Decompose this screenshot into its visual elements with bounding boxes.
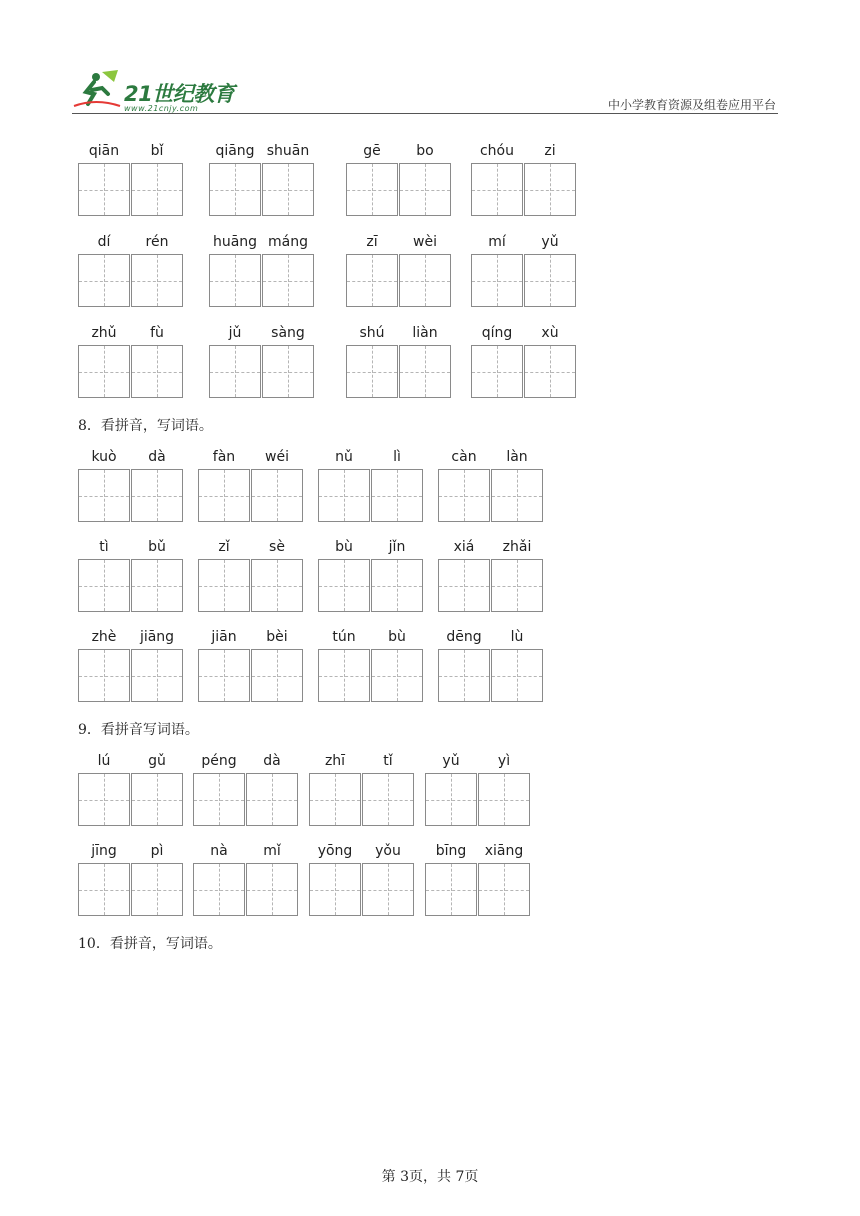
pinyin-label: fàn [212,449,236,465]
pinyin-label: qiāng [215,143,255,159]
pinyin-label: xiá [453,539,475,555]
pinyin-label: zi [544,143,556,159]
writing-grid-cell[interactable] [524,163,576,216]
pinyin-label: máng [268,234,308,250]
logo-text: 21世纪教育 [124,82,235,106]
writing-grid-cell[interactable] [471,345,523,398]
writing-grid-cell[interactable] [131,163,183,216]
writing-grid-cell[interactable] [438,649,490,702]
pinyin-label: yōng [317,843,353,859]
platform-name: 中小学教育资源及组卷应用平台 [607,98,776,112]
page-number: 第 3页，共 7页 [381,1169,479,1185]
writing-grid-cell[interactable] [251,559,303,612]
writing-grid-cell[interactable] [262,163,314,216]
page-header [72,68,778,116]
pinyin-label: lú [97,753,111,769]
pinyin-label: dí [97,234,111,250]
pinyin-label: jǐn [388,539,406,555]
writing-grid-cell[interactable] [471,254,523,307]
pinyin-label: tún [332,629,356,645]
writing-grid-cell[interactable] [78,559,130,612]
pinyin-label: gǔ [148,753,166,769]
writing-grid-cell[interactable] [131,345,183,398]
pinyin-label: zhī [324,753,346,769]
pinyin-label: nà [210,843,228,859]
pinyin-label: bo [416,143,434,159]
writing-grid-cell[interactable] [262,345,314,398]
writing-grid-cell[interactable] [131,559,183,612]
writing-grid-cell[interactable] [362,863,414,916]
writing-grid-cell[interactable] [399,254,451,307]
question-title: 8．看拼音，写词语。 [78,418,213,434]
writing-grid-cell[interactable] [478,773,530,826]
writing-grid-cell[interactable] [131,469,183,522]
writing-grid-cell[interactable] [78,649,130,702]
pinyin-label: shuān [266,143,310,159]
pinyin-label: bù [335,539,353,555]
pinyin-label: mǐ [263,843,281,859]
writing-grid-cell[interactable] [198,649,250,702]
writing-grid-cell[interactable] [78,863,130,916]
writing-grid-cell[interactable] [318,559,370,612]
pinyin-label: wèi [413,234,437,250]
pinyin-label: lì [393,449,401,465]
writing-grid-cell[interactable] [346,163,398,216]
writing-grid-cell[interactable] [309,773,361,826]
pinyin-label: zhǎi [502,539,532,555]
pinyin-label: wéi [265,449,289,465]
pinyin-label: bǐ [150,143,164,159]
writing-grid-cell[interactable] [131,863,183,916]
runner-logo-icon [72,68,124,112]
writing-grid-cell[interactable] [438,469,490,522]
writing-grid-cell[interactable] [438,559,490,612]
pinyin-label: kuò [91,449,117,465]
writing-grid-cell[interactable] [471,163,523,216]
writing-grid-cell[interactable] [193,863,245,916]
writing-grid-cell[interactable] [131,254,183,307]
writing-grid-cell[interactable] [131,773,183,826]
pinyin-label: tǐ [383,753,393,769]
pinyin-label: jǔ [228,325,242,341]
pinyin-label: fù [150,325,164,341]
writing-grid-cell[interactable] [251,649,303,702]
writing-grid-cell[interactable] [425,863,477,916]
writing-grid-cell[interactable] [491,649,543,702]
writing-grid-cell[interactable] [371,469,423,522]
pinyin-label: tì [99,539,109,555]
writing-grid-cell[interactable] [209,254,261,307]
pinyin-label: dēng [446,629,482,645]
pinyin-label: bù [388,629,406,645]
writing-grid-cell[interactable] [309,863,361,916]
writing-grid-cell[interactable] [318,469,370,522]
pinyin-label: gē [363,143,381,159]
pinyin-label: dà [148,449,166,465]
writing-grid-cell[interactable] [362,773,414,826]
pinyin-label: rén [145,234,169,250]
pinyin-label: zī [366,234,378,250]
pinyin-label: chóu [479,143,514,159]
pinyin-label: zǐ [218,539,230,555]
pinyin-label: dà [263,753,281,769]
pinyin-label: qiān [88,143,120,159]
writing-grid-cell[interactable] [198,559,250,612]
pinyin-label: nǔ [335,449,353,465]
writing-grid-cell[interactable] [524,345,576,398]
writing-grid-cell[interactable] [78,469,130,522]
writing-grid-cell[interactable] [131,649,183,702]
writing-grid-cell[interactable] [209,345,261,398]
header-divider [72,113,778,114]
logo [72,68,242,116]
writing-grid-cell[interactable] [251,469,303,522]
writing-grid-cell[interactable] [262,254,314,307]
writing-grid-cell[interactable] [399,345,451,398]
pinyin-label: yǔ [442,753,460,769]
pinyin-label: yì [497,753,511,769]
writing-grid-cell[interactable] [425,773,477,826]
writing-grid-cell[interactable] [491,559,543,612]
pinyin-label: jīng [91,843,117,859]
pinyin-label: jiāng [139,629,175,645]
pinyin-label: càn [451,449,477,465]
pinyin-label: yǒu [375,843,401,859]
pinyin-label: bèi [266,629,288,645]
writing-grid-cell[interactable] [78,254,130,307]
writing-grid-cell[interactable] [346,254,398,307]
pinyin-label: huāng [212,234,258,250]
writing-grid-cell[interactable] [78,163,130,216]
question-title: 9．看拼音写词语。 [78,722,199,738]
pinyin-label: bǔ [148,539,166,555]
pinyin-label: liàn [412,325,438,341]
pinyin-label: sàng [271,325,305,341]
pinyin-label: xiāng [484,843,524,859]
pinyin-label: zhǔ [91,325,117,341]
writing-grid-cell[interactable] [246,773,298,826]
writing-grid-cell[interactable] [198,469,250,522]
pinyin-label: bīng [435,843,467,859]
logo-url: www.21cnjy.com [124,104,199,113]
writing-grid-cell[interactable] [209,163,261,216]
writing-grid-cell[interactable] [371,649,423,702]
pinyin-label: jiān [211,629,237,645]
writing-grid-cell[interactable] [346,345,398,398]
pinyin-label: zhè [91,629,117,645]
writing-grid-cell[interactable] [491,469,543,522]
pinyin-label: làn [506,449,528,465]
pinyin-label: pì [150,843,164,859]
writing-grid-cell[interactable] [371,559,423,612]
writing-grid-cell[interactable] [524,254,576,307]
writing-grid-cell[interactable] [78,773,130,826]
writing-grid-cell[interactable] [318,649,370,702]
writing-grid-cell[interactable] [478,863,530,916]
writing-grid-cell[interactable] [399,163,451,216]
pinyin-label: lù [510,629,524,645]
pinyin-label: xù [541,325,559,341]
pinyin-label: péng [201,753,237,769]
pinyin-label: qíng [481,325,513,341]
pinyin-label: yǔ [541,234,559,250]
writing-grid-cell[interactable] [193,773,245,826]
question-title: 10．看拼音，写词语。 [78,936,222,952]
writing-grid-cell[interactable] [78,345,130,398]
writing-grid-cell[interactable] [246,863,298,916]
pinyin-label: shú [359,325,385,341]
pinyin-label: sè [269,539,285,555]
pinyin-label: mí [488,234,506,250]
